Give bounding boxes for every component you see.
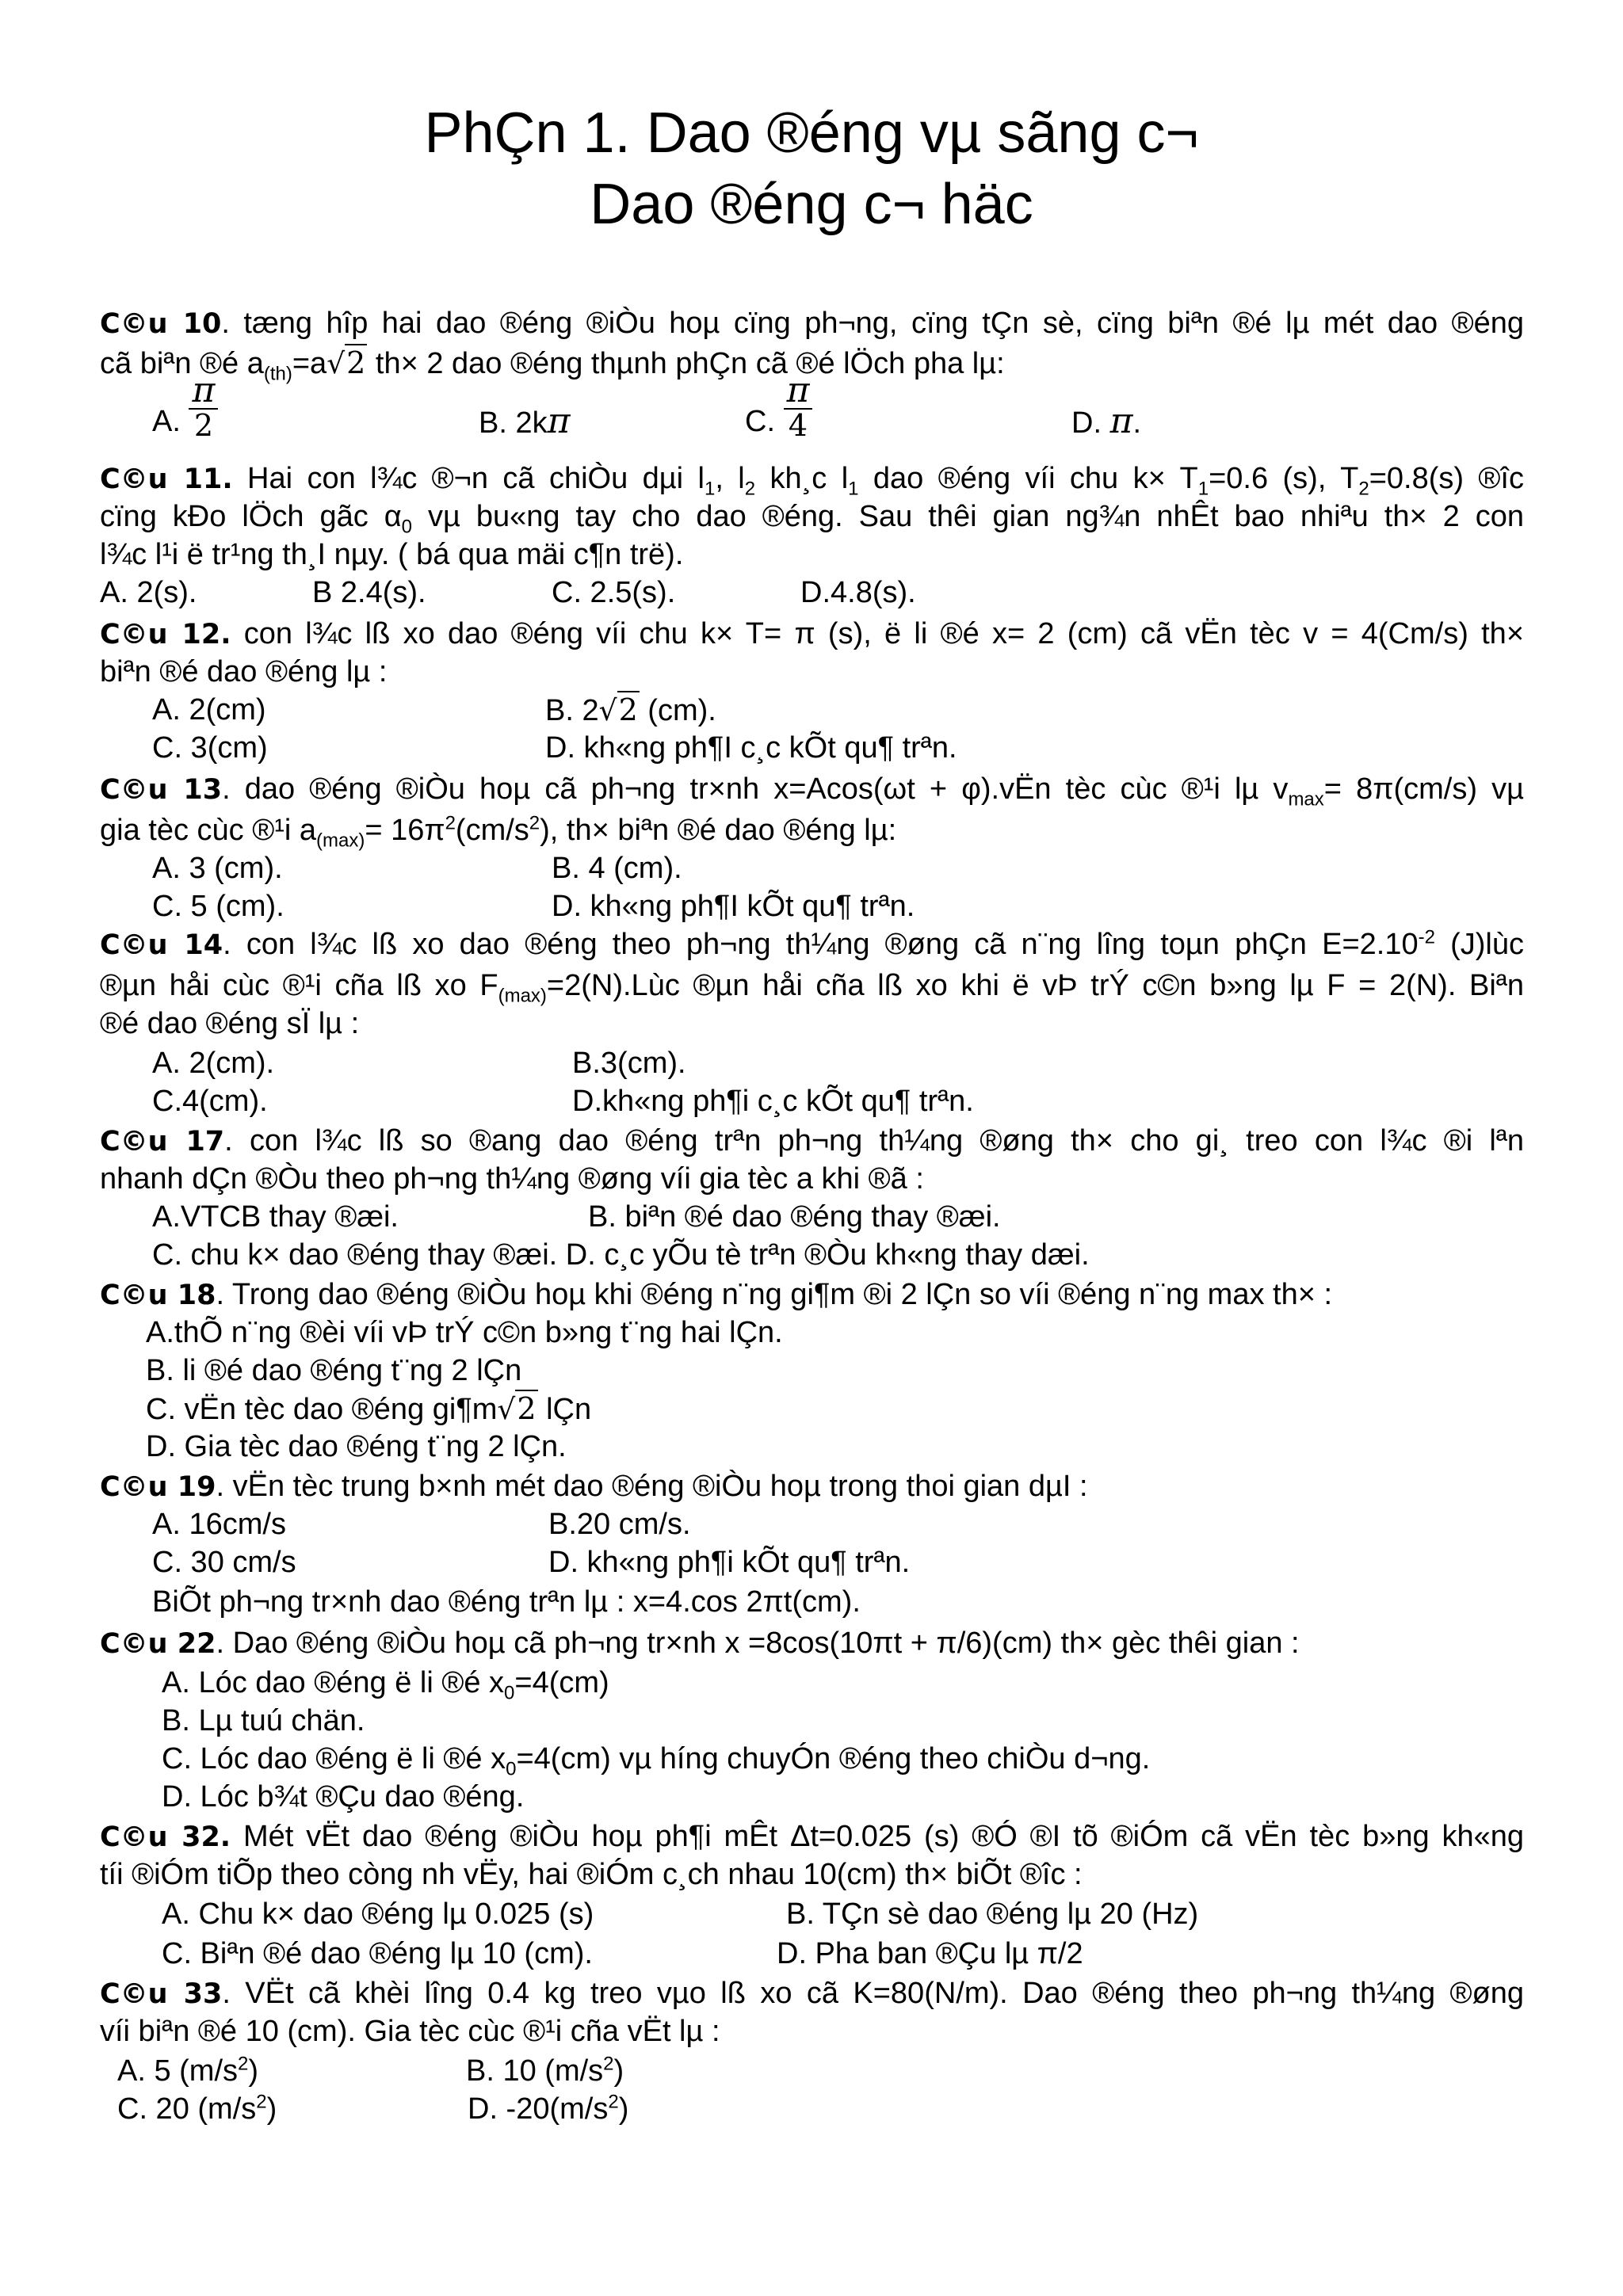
question-12-line-2: biªn ®é dao ®éng lµ : xyxy=(100,655,388,688)
subscript: (max) xyxy=(316,830,365,852)
subscript: (max) xyxy=(498,985,547,1007)
question-19-option-d: D. kh«ng ph¶i kÕt qu¶ trªn. xyxy=(548,1546,911,1579)
question-13-option-c: C. 5 (cm). xyxy=(152,890,285,923)
question-22-option-b: B. Lµ tuú chän. xyxy=(162,1704,365,1737)
option-text: ) xyxy=(618,2092,629,2126)
subscript: max xyxy=(1288,788,1324,810)
question-11-line-2 xyxy=(100,498,1524,536)
question-14-line-3: ®é dao ®éng sÏ lµ : xyxy=(100,1007,360,1040)
question-10-option-c xyxy=(745,369,812,443)
question-11-line-1 xyxy=(100,460,1524,498)
option-text: ) xyxy=(266,2092,277,2126)
question-11-option-c: C. 2.5(s). xyxy=(552,576,676,609)
question-33-option-b xyxy=(466,2052,624,2090)
question-text: Hai con l¾c ®¬n cã chiÒu dµi l xyxy=(232,462,705,495)
question-17-option-a: A.VTCB thay ®æi. xyxy=(152,1200,399,1234)
question-17-line-1 xyxy=(100,1122,1524,1161)
question-10-option-a xyxy=(152,369,218,443)
pi-symbol: π xyxy=(1109,401,1133,441)
question-18-option-a: A.thÕ n¨ng ®èi víi vÞ trÝ c©n b»ng t¨ng hai lÇn. xyxy=(146,1316,783,1349)
question-label: C©u 13 xyxy=(100,774,223,806)
question-33-option-d xyxy=(468,2090,628,2128)
question-label: C©u 18 xyxy=(100,1280,216,1311)
question-22-line-1 xyxy=(100,1624,1300,1663)
question-11-option-d: D.4.8(s). xyxy=(800,576,916,609)
question-13-option-a: A. 3 (cm). xyxy=(152,852,283,885)
superscript: -2 xyxy=(1418,926,1435,948)
option-text: (cm). xyxy=(639,694,716,727)
option-label: D. xyxy=(1071,406,1102,440)
fraction-numerator: π xyxy=(192,369,216,410)
option-label: C. xyxy=(745,405,775,438)
question-text: =0.8(s) ®îc xyxy=(1369,462,1524,495)
question-33-option-a xyxy=(117,2052,258,2090)
option-text: D. -20(m/s xyxy=(468,2092,609,2126)
question-11-option-a: A. 2(s). xyxy=(100,576,197,609)
subscript: 1 xyxy=(1197,478,1209,500)
superscript: 2 xyxy=(529,812,540,834)
question-12-line-1 xyxy=(100,615,1524,654)
question-19-option-a: A. 16cm/s xyxy=(152,1508,286,1541)
question-19-option-b: B.20 cm/s. xyxy=(548,1508,691,1541)
question-text: ), th× biªn ®é dao ®éng lµ: xyxy=(540,814,897,847)
question-32-option-a: A. Chu k× dao ®éng lµ 0.025 (s) xyxy=(162,1897,594,1931)
question-13-line-2 xyxy=(100,811,897,852)
question-32-option-d: D. Pha ban ®Çu lµ π/2 xyxy=(777,1937,1083,1970)
question-32-option-c: C. Biªn ®é dao ®éng lµ 10 (cm). xyxy=(162,1937,593,1970)
question-text: kh¸c l xyxy=(755,462,849,495)
question-text: gia tèc cùc ®¹i a xyxy=(100,814,316,847)
question-12-option-d: D. kh«ng ph¶I c¸c kÕt qu¶ trªn. xyxy=(545,731,957,765)
sqrt-icon: √ xyxy=(327,348,346,380)
sqrt-icon: √ xyxy=(497,1394,516,1426)
question-19-option-c: C. 30 cm/s xyxy=(152,1546,296,1579)
question-13-line-1 xyxy=(100,770,1524,809)
question-text: (cm/s xyxy=(455,814,529,847)
question-text: cã biªn ®é a xyxy=(100,347,264,380)
subscript: 2 xyxy=(1358,478,1369,500)
fraction-denominator: 2 xyxy=(189,408,218,441)
option-label: B. 2k xyxy=(479,406,548,440)
question-text: . Trong dao ®éng ®iÒu hoµ khi ®éng n¨ng gi¶m ®i 2 lÇn so víi ®éng n¨ng max th× : xyxy=(216,1278,1333,1311)
option-text: C. 20 (m/s xyxy=(117,2092,257,2126)
alpha-symbol: α xyxy=(384,500,402,533)
sqrt-value: 2 xyxy=(346,345,366,380)
question-label: C©u 11. xyxy=(100,463,233,495)
question-12-option-c: C. 3(cm) xyxy=(152,731,268,765)
question-10-line-1 xyxy=(100,304,1524,343)
question-14-option-d: D.kh«ng ph¶i c¸c kÕt qu¶ trªn. xyxy=(572,1085,974,1118)
question-11-option-b: B 2.4(s). xyxy=(312,576,426,609)
question-22-option-c xyxy=(162,1740,1150,1778)
option-text: B. 10 (m/s xyxy=(466,2054,604,2088)
question-17-line-2: nhanh dÇn ®Òu theo ph¬ng th¼ng ®øng víi gia tèc a khi ®ã : xyxy=(100,1162,924,1196)
question-text: . con l¾c lß xo dao ®éng theo ph¬ng th¼ng ®øng cã n¨ng lîng toµn phÇn E=2.10 xyxy=(223,928,1419,961)
question-text: . dao ®éng ®iÒu hoµ cã ph¬ng tr×nh x=Acos(ωt + φ).vËn tèc cùc ®¹i lµ v xyxy=(222,772,1289,806)
question-text: vµ bu«ng tay cho dao ®éng. Sau thêi gian ng¾n nhÊt bao nhiªu th× 2 con xyxy=(412,500,1524,533)
question-text: . con l¾c lß so ®ang dao ®éng trªn ph¬ng th¼ng ®øng th× cho gi¸ treo con l¾c ®i lªn xyxy=(224,1124,1525,1158)
option-text: C. Lóc dao ®éng ë li ®é x xyxy=(162,1742,506,1775)
question-text: (J)lùc xyxy=(1434,928,1524,961)
question-17-option-b: B. biªn ®é dao ®éng thay ®æi. xyxy=(588,1200,1001,1234)
superscript: 2 xyxy=(256,2091,267,2113)
question-10-line-2 xyxy=(100,344,1005,383)
question-14-option-a: A. 2(cm). xyxy=(152,1047,275,1080)
question-14-line-2 xyxy=(100,967,1524,1005)
question-label: C©u 19 xyxy=(100,1471,216,1503)
page-title-line-1: PhÇn 1. Dao ®éng vµ sãng c¬ xyxy=(424,101,1199,165)
question-17-option-c: C. chu k× dao ®éng thay ®æi. D. c¸c yÕu tè trªn ®Òu kh«ng thay dæi. xyxy=(152,1238,1090,1272)
question-text: . tæng hîp hai dao ®éng ®iÒu hoµ cïng ph¬ng, cïng tÇn sè, cïng biªn ®é lµ mét dao ®éng xyxy=(221,307,1524,340)
question-13-option-d: D. kh«ng ph¶I kÕt qu¶ trªn. xyxy=(552,890,915,923)
option-text: =4(cm) xyxy=(514,1666,609,1699)
question-18-option-c xyxy=(146,1390,591,1429)
question-13-option-b: B. 4 (cm). xyxy=(552,852,682,885)
question-14-line-1 xyxy=(100,925,1524,964)
option-text: A. 5 (m/s xyxy=(117,2054,239,2088)
sqrt-value: 2 xyxy=(618,692,638,727)
subscript: 0 xyxy=(506,1758,517,1780)
question-18-line-1 xyxy=(100,1276,1332,1314)
fraction-denominator: 4 xyxy=(784,408,813,441)
question-label: C©u 22 xyxy=(100,1628,216,1660)
subscript: 1 xyxy=(704,478,716,500)
question-10-option-d: D. π. xyxy=(1071,401,1142,441)
question-text: ®µn håi cùc ®¹i cña lß xo F xyxy=(100,969,498,1002)
option-label: B. 2 xyxy=(545,694,599,727)
superscript: 2 xyxy=(608,2091,619,2113)
question-text: =0.6 (s), T xyxy=(1209,462,1359,495)
question-label: C©u 12. xyxy=(100,619,231,650)
question-22-option-d: D. Lóc b¾t ®Çu dao ®éng. xyxy=(162,1780,525,1814)
page-title-line-2: Dao ®éng c¬ häc xyxy=(590,173,1033,236)
question-text: =a xyxy=(292,347,327,380)
question-label: C©u 17 xyxy=(100,1126,225,1158)
question-19-note: BiÕt ph¬ng tr×nh dao ®éng trªn lµ : x=4.cos 2πt(cm). xyxy=(152,1585,861,1619)
sqrt-value: 2 xyxy=(517,1391,537,1426)
question-32-line-1 xyxy=(100,1817,1524,1856)
option-text: C. vËn tèc dao ®éng gi¶m xyxy=(146,1393,498,1426)
question-18-option-b: B. li ®é dao ®éng t¨ng 2 lÇn xyxy=(146,1354,522,1387)
subscript: (th) xyxy=(263,363,292,385)
question-text: =2(N).Lùc ®µn håi cña lß xo khi ë vÞ trÝ c©n b»ng lµ F = 2(N). Biªn xyxy=(546,969,1524,1002)
question-label: C©u 33 xyxy=(100,1978,223,2010)
option-text: lÇn xyxy=(537,1393,592,1426)
superscript: 2 xyxy=(445,812,456,834)
sqrt-icon: √ xyxy=(598,695,617,727)
subscript: 2 xyxy=(744,478,756,500)
question-32-line-2: tíi ®iÓm tiÕp theo còng nh vËy, hai ®iÓm c¸ch nhau 10(cm) th× biÕt ®îc : xyxy=(100,1858,1083,1891)
subscript: 0 xyxy=(504,1682,515,1704)
superscript: 2 xyxy=(238,2053,249,2075)
question-text: = 16π xyxy=(365,814,445,847)
question-text: dao ®éng víi chu k× T xyxy=(858,462,1198,495)
question-19-line-1 xyxy=(100,1467,1088,1506)
option-text: A. Lóc dao ®éng ë li ®é x xyxy=(162,1666,505,1699)
question-14-option-b: B.3(cm). xyxy=(572,1047,686,1080)
question-11-line-3: l¾c l¹i ë tr¹ng th¸I nµy. ( bá qua mäi c¶n trë). xyxy=(100,538,684,571)
option-label: A. xyxy=(152,405,181,438)
question-33-option-c xyxy=(117,2090,277,2128)
question-14-option-c: C.4(cm). xyxy=(152,1085,268,1118)
question-33-line-2: víi biªn ®é 10 (cm). Gia tèc cùc ®¹i cña vËt lµ : xyxy=(100,2015,720,2048)
superscript: 2 xyxy=(603,2053,614,2075)
question-33-line-1 xyxy=(100,1974,1524,2013)
subscript: 1 xyxy=(848,478,859,500)
question-label: C©u 14 xyxy=(100,929,223,961)
fraction xyxy=(189,369,218,443)
question-32-option-b: B. TÇn sè dao ®éng lµ 20 (Hz) xyxy=(786,1897,1199,1931)
question-text: . Dao ®éng ®iÒu hoµ cã ph¬ng tr×nh x =8cos(10πt + π/6)(cm) th× gèc thêi gian : xyxy=(216,1627,1300,1660)
question-text: th× 2 dao ®éng thµnh phÇn cã ®é lÖch pha lµ: xyxy=(367,347,1005,380)
fraction xyxy=(784,369,813,443)
question-12-option-a: A. 2(cm) xyxy=(152,693,266,727)
question-text: = 8π(cm/s) vµ xyxy=(1323,772,1524,806)
question-label: C©u 10 xyxy=(100,308,222,340)
option-text: =4(cm) vµ híng chuyÓn ®éng theo chiÒu d¬ng. xyxy=(516,1742,1151,1775)
question-text: cïng kÐo lÖch gãc xyxy=(100,500,384,533)
question-10-option-b xyxy=(479,402,571,442)
question-text: , l xyxy=(715,462,745,495)
question-22-option-a xyxy=(162,1664,609,1702)
question-text: . VËt cã khèi lîng 0.4 kg treo vµo lß xo cã K=80(N/m). Dao ®éng theo ph¬ng th¼ng ®øng xyxy=(222,1977,1525,2010)
pi-symbol: π xyxy=(547,401,571,441)
question-text: . vËn tèc trung b×nh mét dao ®éng ®iÒu hoµ trong thoi gian dµI : xyxy=(216,1470,1088,1503)
subscript: 0 xyxy=(401,516,413,538)
question-18-option-d: D. Gia tèc dao ®éng t¨ng 2 lÇn. xyxy=(146,1430,567,1463)
option-text: ) xyxy=(248,2054,259,2088)
question-text: con l¾c lß xo dao ®éng víi chu k× T= π (s), ë li ®é x= 2 (cm) cã vËn tèc v = 4(Cm/s) th× xyxy=(231,617,1525,650)
option-text: ) xyxy=(613,2054,624,2088)
question-text: Mét vËt dao ®éng ®iÒu hoµ ph¶i mÊt Δt=0.025 (s) ®Ó ®I tõ ®iÓm cã vËn tèc b»ng kh«ng xyxy=(231,1820,1525,1853)
fraction-numerator: π xyxy=(786,369,810,410)
question-label: C©u 32. xyxy=(100,1821,231,1853)
question-12-option-b xyxy=(545,691,716,730)
